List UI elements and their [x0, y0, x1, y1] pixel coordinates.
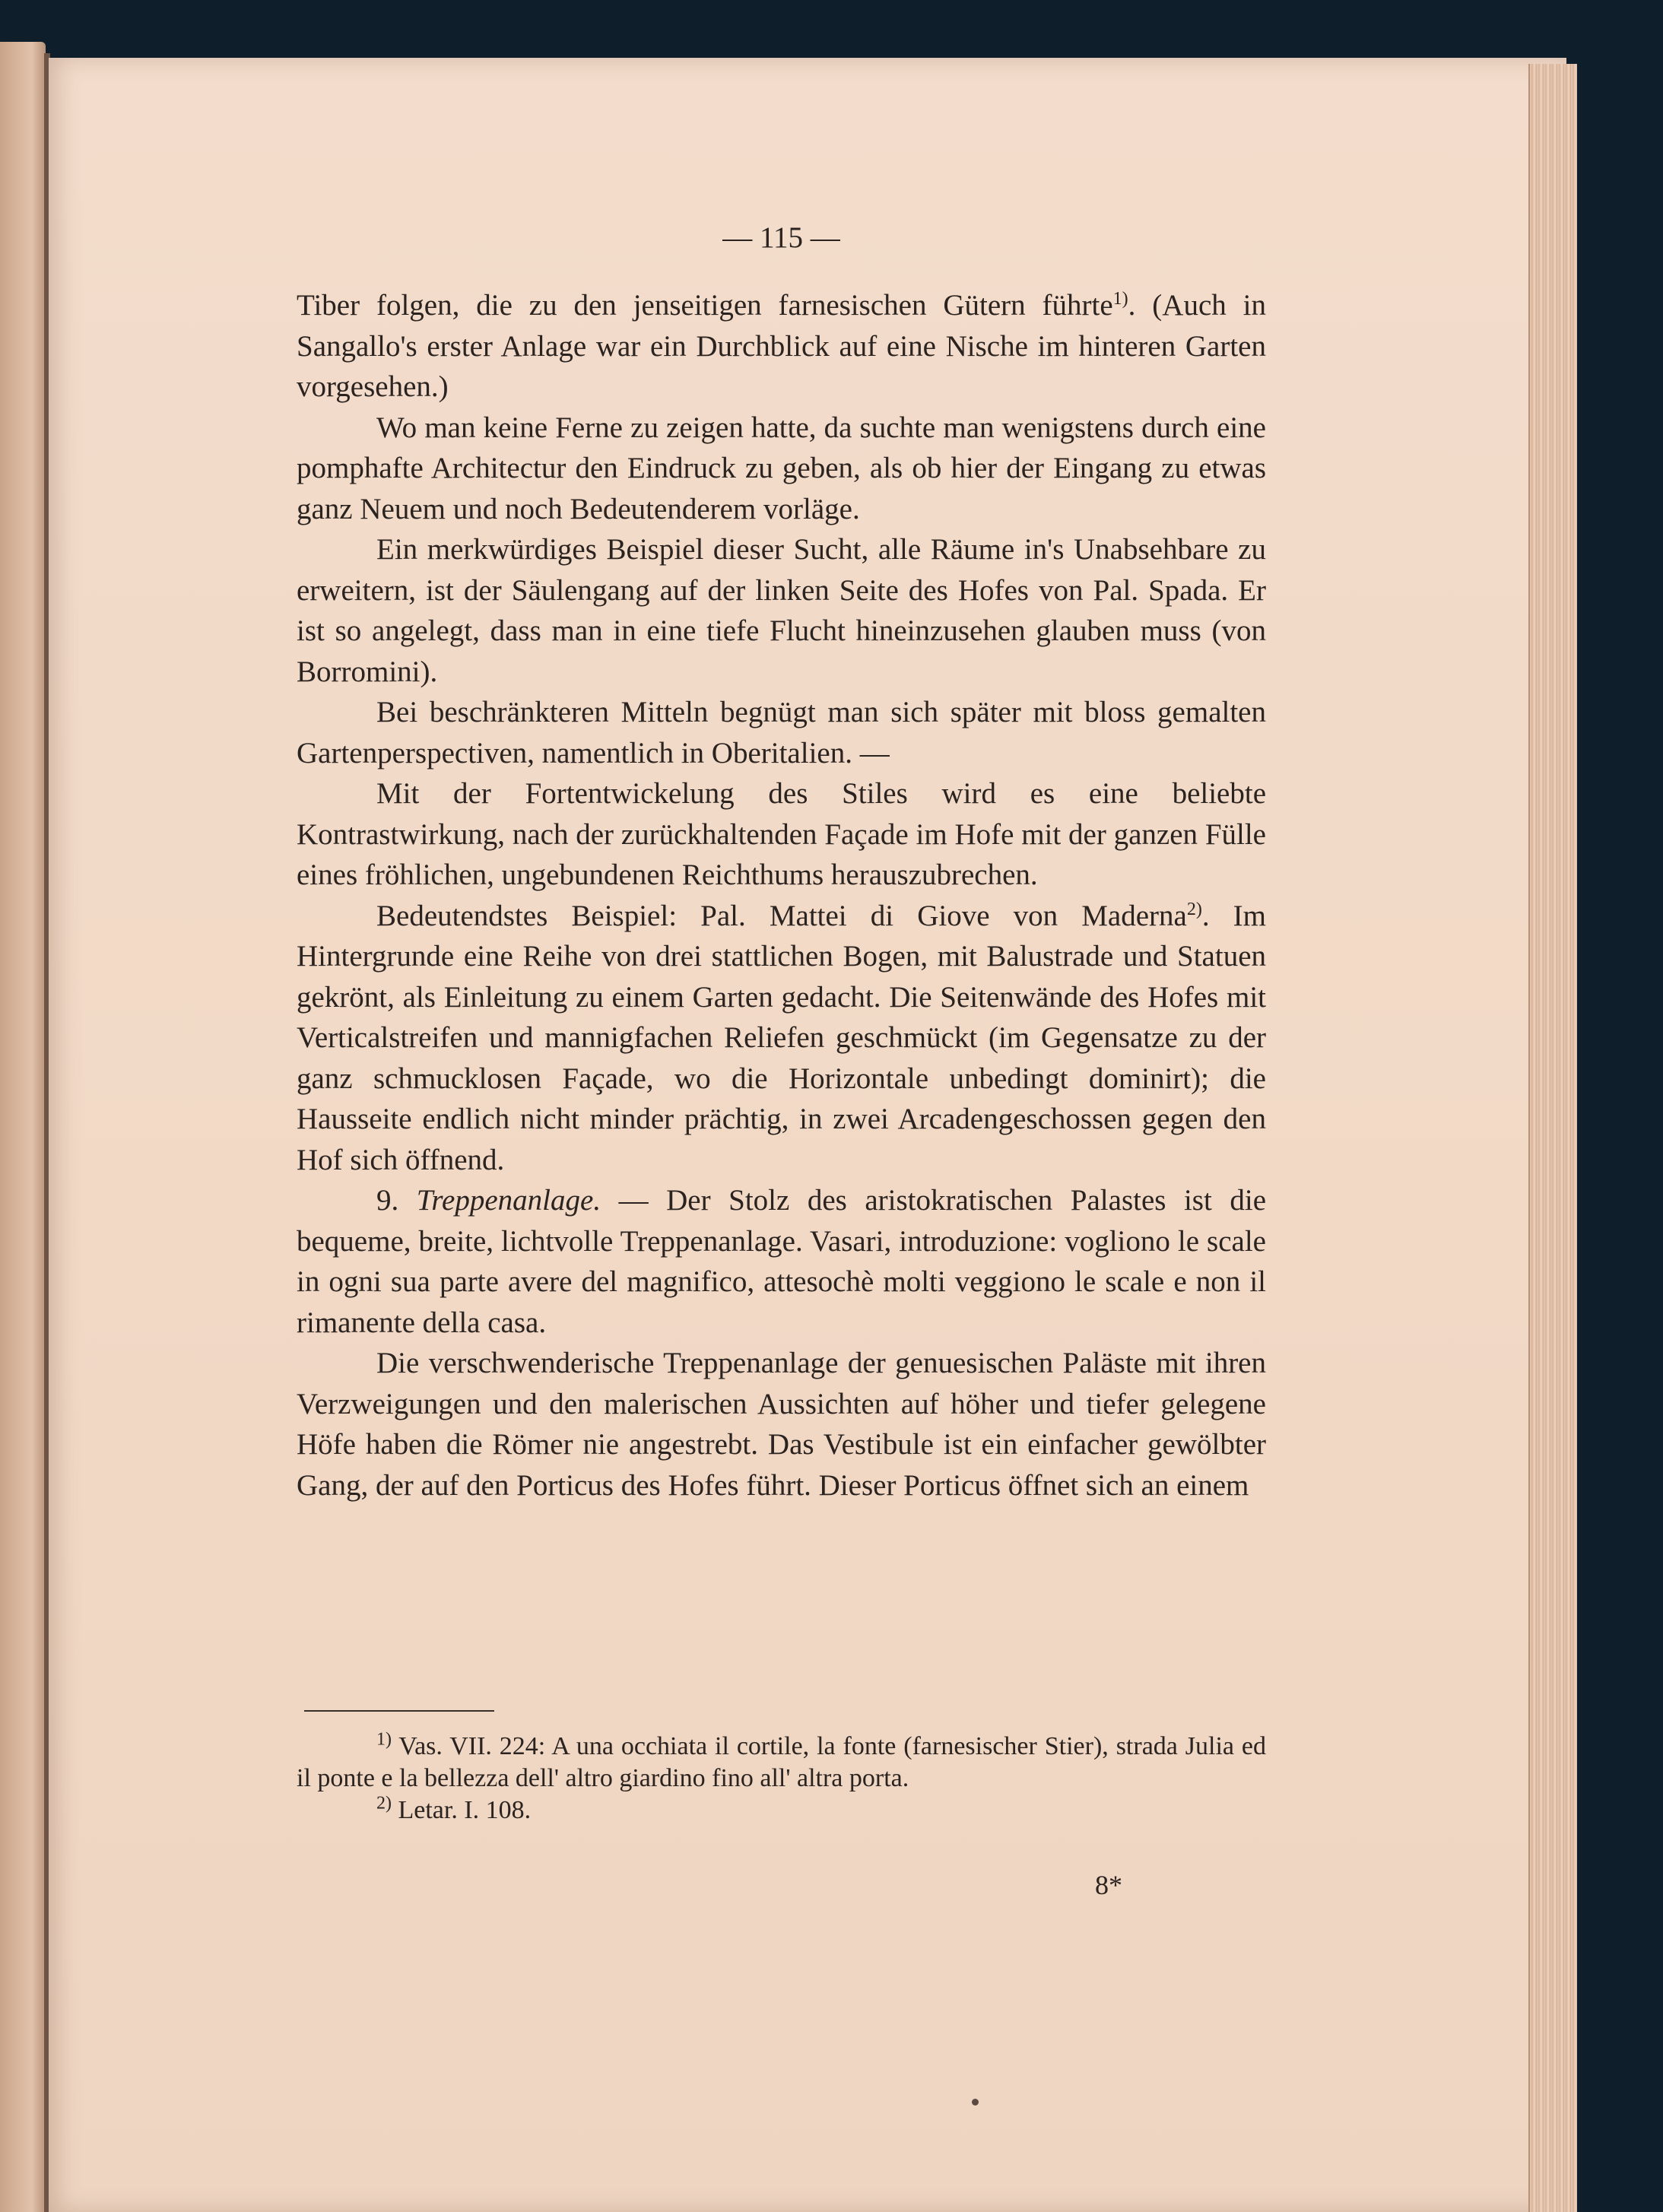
text-run: Bedeutendstes Beispiel: Pal. Mattei di Giove von Maderna: [376, 899, 1187, 932]
section-heading-italic: Treppenanlage.: [416, 1184, 601, 1217]
paragraph-1: [297, 285, 1266, 408]
text-run: — Der Stolz des aristokratischen Palastes ist die bequeme, breite, lichtvolle Treppenanlage. Vasari, introduzione: vogliono le scale in ogni sua parte avere del magnifico, attesochè molti veggiono le scale e non il rimanente della casa.: [297, 1184, 1266, 1339]
footnote-marker: 1): [1112, 289, 1128, 309]
footnote-2: [297, 1795, 1266, 1826]
ink-spot: [972, 2099, 979, 2106]
footnote-marker: 2): [1186, 899, 1202, 919]
footnote-rule: [304, 1710, 494, 1712]
page-number-header: — 115 —: [722, 221, 840, 254]
paragraph-7: [297, 1180, 1266, 1343]
paragraph-2: [297, 408, 1266, 530]
text-run: Mit der Fortentwickelung des Stiles wird es eine beliebte Kontrastwirkung, nach der zurückhaltenden Façade im Hofe mit der ganzen Fülle eines fröhlichen, ungebundenen Reichthums herauszubrechen.: [297, 777, 1266, 891]
previous-page-edge: [0, 42, 46, 2212]
text-run: Bei beschränkteren Mitteln begnügt man sich später mit bloss gemalten Gartenperspectiven, namentlich in Oberitalien. —: [297, 696, 1266, 770]
footnote-marker: 1): [376, 1729, 392, 1750]
paragraph-8: [297, 1343, 1266, 1506]
text-run: 9.: [376, 1184, 417, 1217]
text-run: Ein merkwürdiges Beispiel dieser Sucht, alle Räume in's Unabsehbare zu erweitern, ist der Säulengang auf der linken Seite des Hofes von Pal. Spada. Er ist so angelegt, dass man in eine tiefe Flucht hineinzusehen glauben muss (von Borromini).: [297, 533, 1266, 688]
footnote-marker: 2): [376, 1793, 392, 1814]
text-run: Tiber folgen, die zu den jenseitigen farnesischen Gütern führte: [297, 289, 1113, 322]
signature-mark: 8*: [1095, 1870, 1122, 1900]
paragraph-6: [297, 896, 1266, 1181]
text-run: Vas. VII. 224: A una occhiata il cortile, la fonte (farnesischer Stier), strada Julia ed il ponte e la bellezza dell' altro giardino fino all' altra porta.: [297, 1732, 1266, 1792]
paragraph-3: [297, 529, 1266, 692]
footnote-1: [297, 1731, 1266, 1795]
paragraph-5: [297, 773, 1266, 896]
body-text: [297, 285, 1266, 1506]
text-run: . (Auch in Sangallo's erster Anlage war ein Durchblick auf eine Nische im hinteren Garten vorgesehen.): [297, 289, 1266, 403]
page-stack-edges: [1528, 64, 1577, 2212]
footnotes: [297, 1731, 1266, 1826]
text-run: Die verschwenderische Treppenanlage der genuesischen Paläste mit ihren Verzweigungen und den malerischen Aussichten auf höher und tiefer gelegene Höfe haben die Römer nie angestrebt. Das Vestibule ist ein einfacher gewölbter Gang, der auf den Porticus des Hofes führt. Dieser Porticus öffnet sich an einem: [297, 1347, 1266, 1502]
paragraph-4: [297, 692, 1266, 773]
text-run: Wo man keine Ferne zu zeigen hatte, da suchte man wenigstens durch eine pomphafte Architectur den Eindruck zu geben, als ob hier der Eingang zu etwas ganz Neuem und noch Bedeutenderem vorläge.: [297, 411, 1266, 525]
text-run: Letar. I. 108.: [392, 1796, 532, 1824]
text-run: . Im Hintergrunde eine Reihe von drei stattlichen Bogen, mit Balustrade und Statuen gekrönt, als Einleitung zu einem Garten gedacht. Die Seitenwände des Hofes mit Verticalstreifen und mannigfachen Reliefen geschmückt (im Gegensatze zu der ganz schmucklosen Façade, wo die Horizontale unbedingt dominirt); die Hausseite endlich nicht minder prächtig, in zwei Arcadengeschossen gegen den Hof sich öffnend.: [297, 899, 1266, 1176]
